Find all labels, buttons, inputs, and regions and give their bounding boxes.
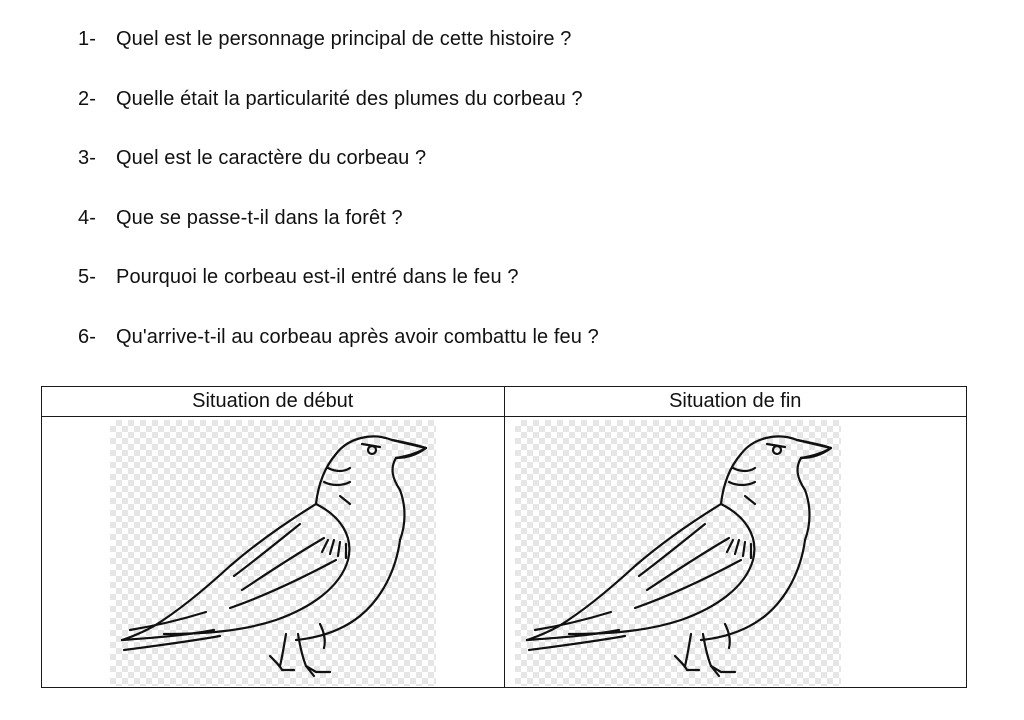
crow-drawing-icon [515,420,841,686]
question-number: 1- [78,28,96,50]
crow-image-end [515,420,841,686]
question-text: Qu'arrive-t-il au corbeau après avoir combattu le feu ? [116,325,599,348]
cell-situation-start [42,417,505,688]
question-number: 4- [78,206,96,229]
header-situation-start: Situation de début [42,387,505,417]
question-text: Pourquoi le corbeau est-il entré dans le feu ? [116,266,519,288]
question-text: Quel est le caractère du corbeau ? [116,147,427,169]
table-header-row [42,387,967,417]
question-1 [78,28,599,88]
question-4 [78,207,599,267]
header-situation-end: Situation de fin [504,387,967,417]
crow-drawing-icon [110,420,436,686]
question-text: Quel est le personnage principal de cette histoire ? [116,28,572,50]
table-image-row [42,417,967,688]
question-list [78,28,599,385]
question-3 [78,147,599,207]
situation-table [41,386,967,688]
question-2 [78,88,599,148]
question-number: 2- [78,87,96,110]
crow-image-start [110,420,436,686]
question-text: Que se passe-t-il dans la forêt ? [116,206,403,229]
question-text: Quelle était la particularité des plumes du corbeau ? [116,87,583,110]
question-5 [78,266,599,326]
question-number: 5- [78,266,96,288]
cell-situation-end [504,417,967,688]
question-number: 6- [78,325,96,348]
question-6 [78,326,599,386]
question-number: 3- [78,147,96,169]
